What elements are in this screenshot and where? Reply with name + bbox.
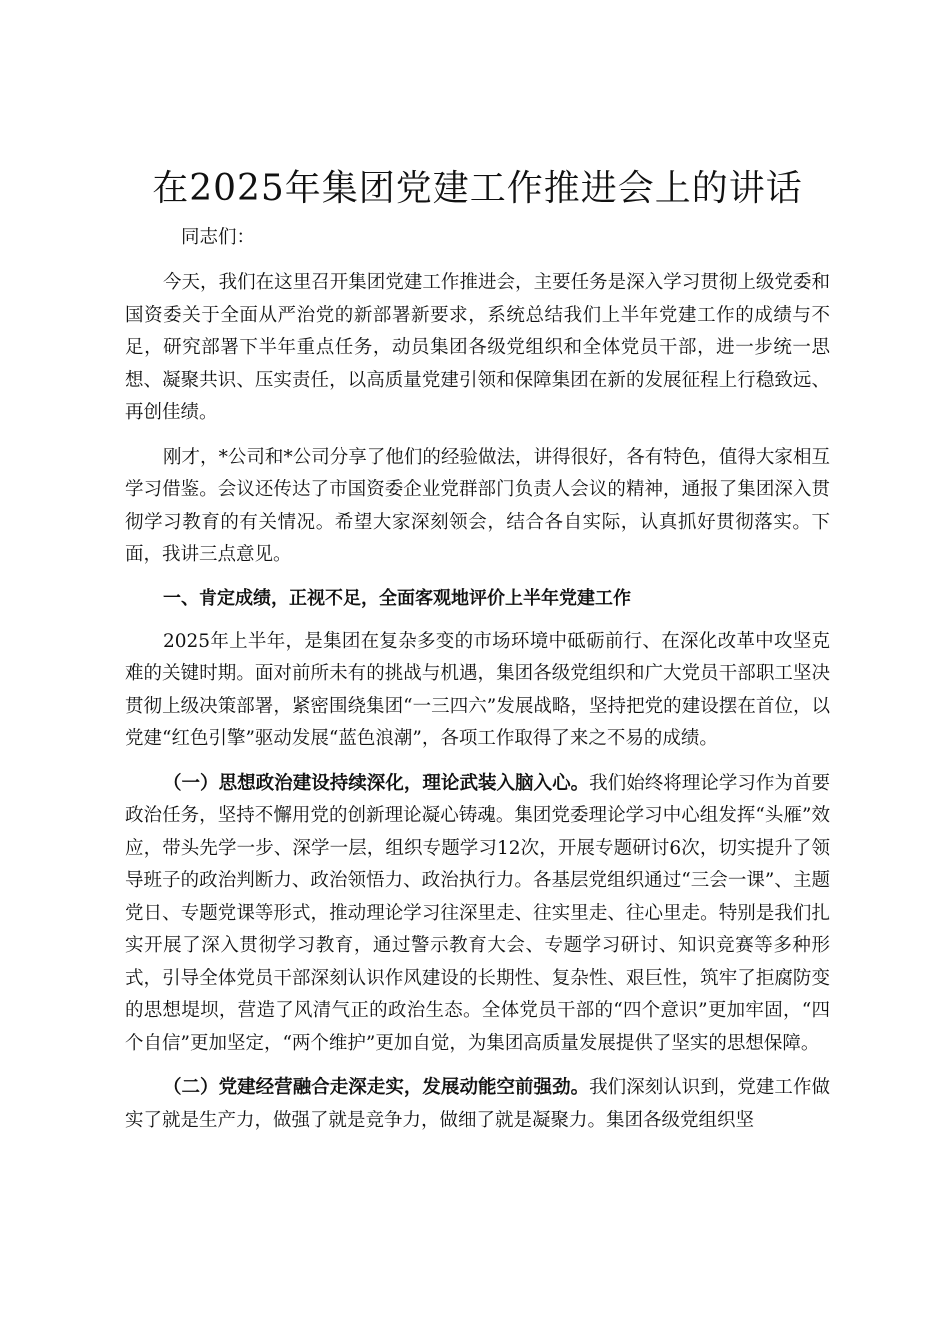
- paragraph-opening: 今天，我们在这里召开集团党建工作推进会，主要任务是深入学习贯彻上级党委和国资委关于全面从严治党的新部署新要求，系统总结我们上半年党建工作的成绩与不足，研究部署下半年重点任务，动员集团各级党组织和全体党员干部，进一步统一思想、凝聚共识、压实责任，以高质量党建引领和保障集团在新的发展征程上行稳致远、再创佳绩。: [125, 272, 830, 423]
- salutation: 同志们：: [181, 227, 256, 248]
- section-1-intro: 2025年上半年，是集团在复杂多变的市场环境中砥砺前行、在深化改革中攻坚克难的关键时期。面对前所未有的挑战与机遇，集团各级党组织和广大党员干部职工坚决贯彻上级决策部署，紧密围绕集团“一三四六”发展战略，坚持把党的建设摆在首位，以党建“红色引擎”驱动发展“蓝色浪潮”，各项工作取得了来之不易的成绩。: [125, 630, 830, 749]
- item-1-lead: （一）思想政治建设持续深化，理论武装入脑入心。: [163, 772, 590, 794]
- section-1-item-1: [125, 768, 830, 1061]
- section-heading-1: 一、肯定成绩，正视不足，全面客观地评价上半年党建工作: [163, 587, 631, 609]
- paragraph-exchange: 刚才，*公司和*公司分享了他们的经验做法，讲得很好，各有特色，值得大家相互学习借鉴。会议还传达了市国资委企业党群部门负责人会议的精神，通报了集团深入贯彻学习教育的有关情况。希望大家深刻领会，结合各自实际，认真抓好贯彻落实。下面，我讲三点意见。: [125, 446, 830, 565]
- item-2-body: 我们深刻认识到，党建工作做实了就是生产力，做强了就是竞争力，做细了就是凝聚力。集团各级党组织坚: [125, 1077, 830, 1131]
- document-title: 在2025年集团党建工作推进会上的讲话: [152, 168, 803, 209]
- document-page: [125, 165, 830, 1149]
- section-1-item-2: [125, 1072, 830, 1137]
- item-2-lead: （二）党建经营融合走深走实，发展动能空前强劲。: [163, 1077, 590, 1098]
- item-1-body: 我们始终将理论学习作为首要政治任务，坚持不懈用党的创新理论凝心铸魂。集团党委理论学习中心组发挥“头雁”效应，带头先学一步、深学一层，组织专题学习12次，开展专题研讨6次，切实提升了领导班子的政治判断力、政治领悟力、政治执行力。各基层党组织通过“三会一课”、主题党日、专题党课等形式，推动理论学习往深里走、往实里走、往心里走。特别是我们扎实开展了深入贯彻学习教育，通过警示教育大会、专题学习研讨、知识竞赛等多种形式，引导全体党员干部深刻认识作风建设的长期性、复杂性、艰巨性，筑牢了拒腐防变的思想堤坝，营造了风清气正的政治生态。全体党员干部的“四个意识”更加牢固，“四个自信”更加坚定，“两个维护”更加自觉，为集团高质量发展提供了坚实的思想保障。: [125, 772, 830, 1054]
